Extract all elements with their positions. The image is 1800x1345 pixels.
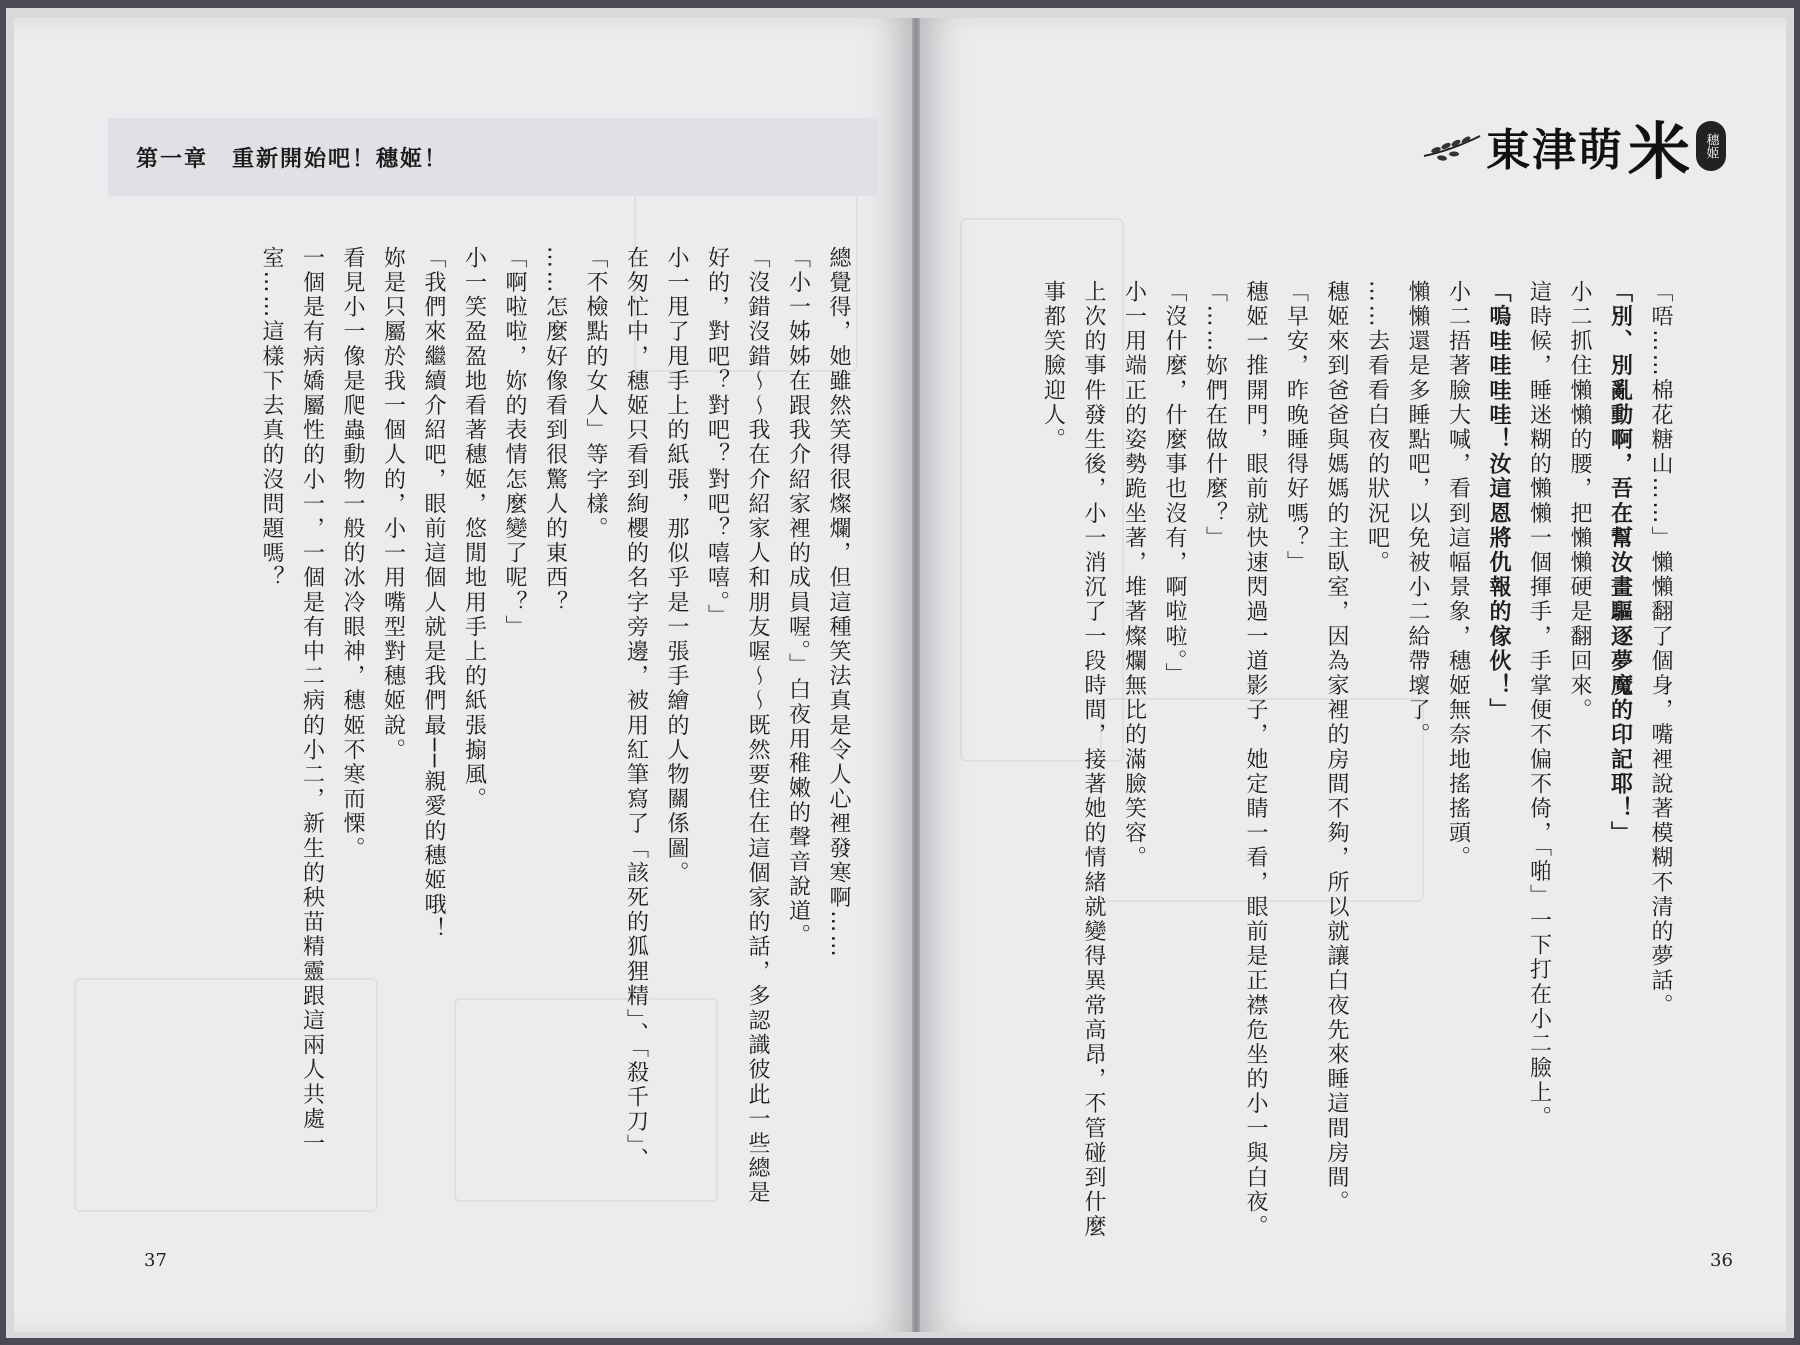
text-column: 「啊啦啦，妳的表情怎麼變了呢？」 <box>502 246 527 640</box>
chapter-header-bar <box>108 118 878 196</box>
text-column: 小一笑盈盈地看著穗姬，悠閒地用手上的紙張搧風。 <box>461 246 487 812</box>
text-column: 上次的事件發生後，小一消沉了一段時間，接著她的情緒就變得異常高昂，不管碰到什麼 <box>1081 280 1106 1240</box>
left-body-text <box>218 246 858 1206</box>
left-page <box>14 18 912 1332</box>
text-column: 事都笑臉迎人。 <box>1040 280 1066 453</box>
page-number-right: 36 <box>1710 1250 1733 1271</box>
text-column: ……去看看白夜的狀況吧。 <box>1364 280 1390 576</box>
page-number-left: 37 <box>144 1250 167 1271</box>
text-column: 穗姬一推開門，眼前就快速閃過一道影子，她定睛一看，眼前是正襟危坐的小一與白夜。 <box>1243 280 1268 1240</box>
text-column: 好的，對吧？對吧？對吧？嘻嘻。」 <box>704 246 730 629</box>
series-logo <box>1422 106 1726 186</box>
text-column: 室……這樣下去真的沒問題嗎？ <box>259 246 284 591</box>
text-column: 「沒錯沒錯～～我在介紹家人和朋友喔～～既然要住在這個家的話，多認識彼此一些總是 <box>745 246 770 1206</box>
text-column: 小一甩了甩手上的紙張，那似乎是一張手繪的人物關係圖。 <box>664 246 689 886</box>
text-column: 一個是有病嬌屬性的小一，一個是有中二病的小二，新生的秧苗精靈跟這兩人共處一 <box>299 246 325 1157</box>
text-column: 「別、別亂動啊，吾在幫汝畫驅逐夢魔的印記耶！」 <box>1607 280 1633 846</box>
text-column: 看見小一像是爬蟲動物一般的冰冷眼神，穗姬不寒而慄。 <box>340 246 365 861</box>
text-column: 「……妳們在做什麼？」 <box>1202 280 1228 551</box>
right-page <box>920 18 1786 1332</box>
book-spread <box>6 8 1794 1338</box>
chapter-title: 第一章 重新開始吧！穗姬！ <box>136 146 449 172</box>
text-column: 「我們來繼續介紹吧，眼前這個人就是我們最──親愛的穗姬哦！ <box>421 246 446 942</box>
text-column: 這時候，睡迷糊的懶懶一個揮手，手掌便不偏不倚，「啪」一下打在小二臉上。 <box>1526 280 1552 1130</box>
text-column: 「嗚哇哇哇哇！汝這恩將仇報的傢伙！」 <box>1486 280 1511 723</box>
text-column: 妳是只屬於我一個人的，小一用嘴型對穗姬說。 <box>380 246 406 763</box>
text-column: 「不檢點的女人」等字樣。 <box>583 246 608 542</box>
text-column: 小二抓住懶懶的腰，把懶懶硬是翻回來。 <box>1567 280 1592 723</box>
rice-stalk-icon <box>1422 126 1482 166</box>
logo-title-large: 米 <box>1627 114 1690 188</box>
text-column: 穗姬來到爸爸與媽媽的主臥室，因為家裡的房間不夠，所以就讓白夜先來睡這間房間。 <box>1324 280 1349 1215</box>
text-column: 「小一姊姊在跟我介紹家裡的成員喔。」白夜用稚嫩的聲音說道。 <box>785 246 811 949</box>
text-column: 小二捂著臉大喊，看到這幅景象，穗姬無奈地搖搖頭。 <box>1445 280 1471 871</box>
text-column: 小一用端正的姿勢跪坐著，堆著燦爛無比的滿臉笑容。 <box>1121 280 1147 871</box>
logo-title: 東津萌 <box>1485 125 1624 176</box>
text-column: 在匆忙中，穗姬只看到絢櫻的名字旁邊，被用紅筆寫了「該死的狐狸精」、「殺千刀」、 <box>623 246 649 1173</box>
text-column: 總覺得，她雖然笑得很燦爛，但這種笑法真是令人心裡發寒啊…… <box>826 246 851 960</box>
logo-badge: 穗姬 <box>1696 121 1726 171</box>
text-column: 「沒什麼，什麼事也沒有，啊啦啦。」 <box>1162 280 1187 688</box>
text-column: 懶懶還是多睡點吧，以免被小二給帶壞了。 <box>1405 280 1430 748</box>
text-column: ……怎麼好像看到很驚人的東西？ <box>542 246 568 615</box>
right-body-text <box>980 280 1680 1240</box>
text-column: 「唔……棉花糖山……」懶懶翻了個身，嘴裡說著模糊不清的夢話。 <box>1648 280 1673 1018</box>
book-gutter <box>912 18 920 1332</box>
text-column: 「早安，昨晚睡得好嗎？」 <box>1283 280 1309 576</box>
